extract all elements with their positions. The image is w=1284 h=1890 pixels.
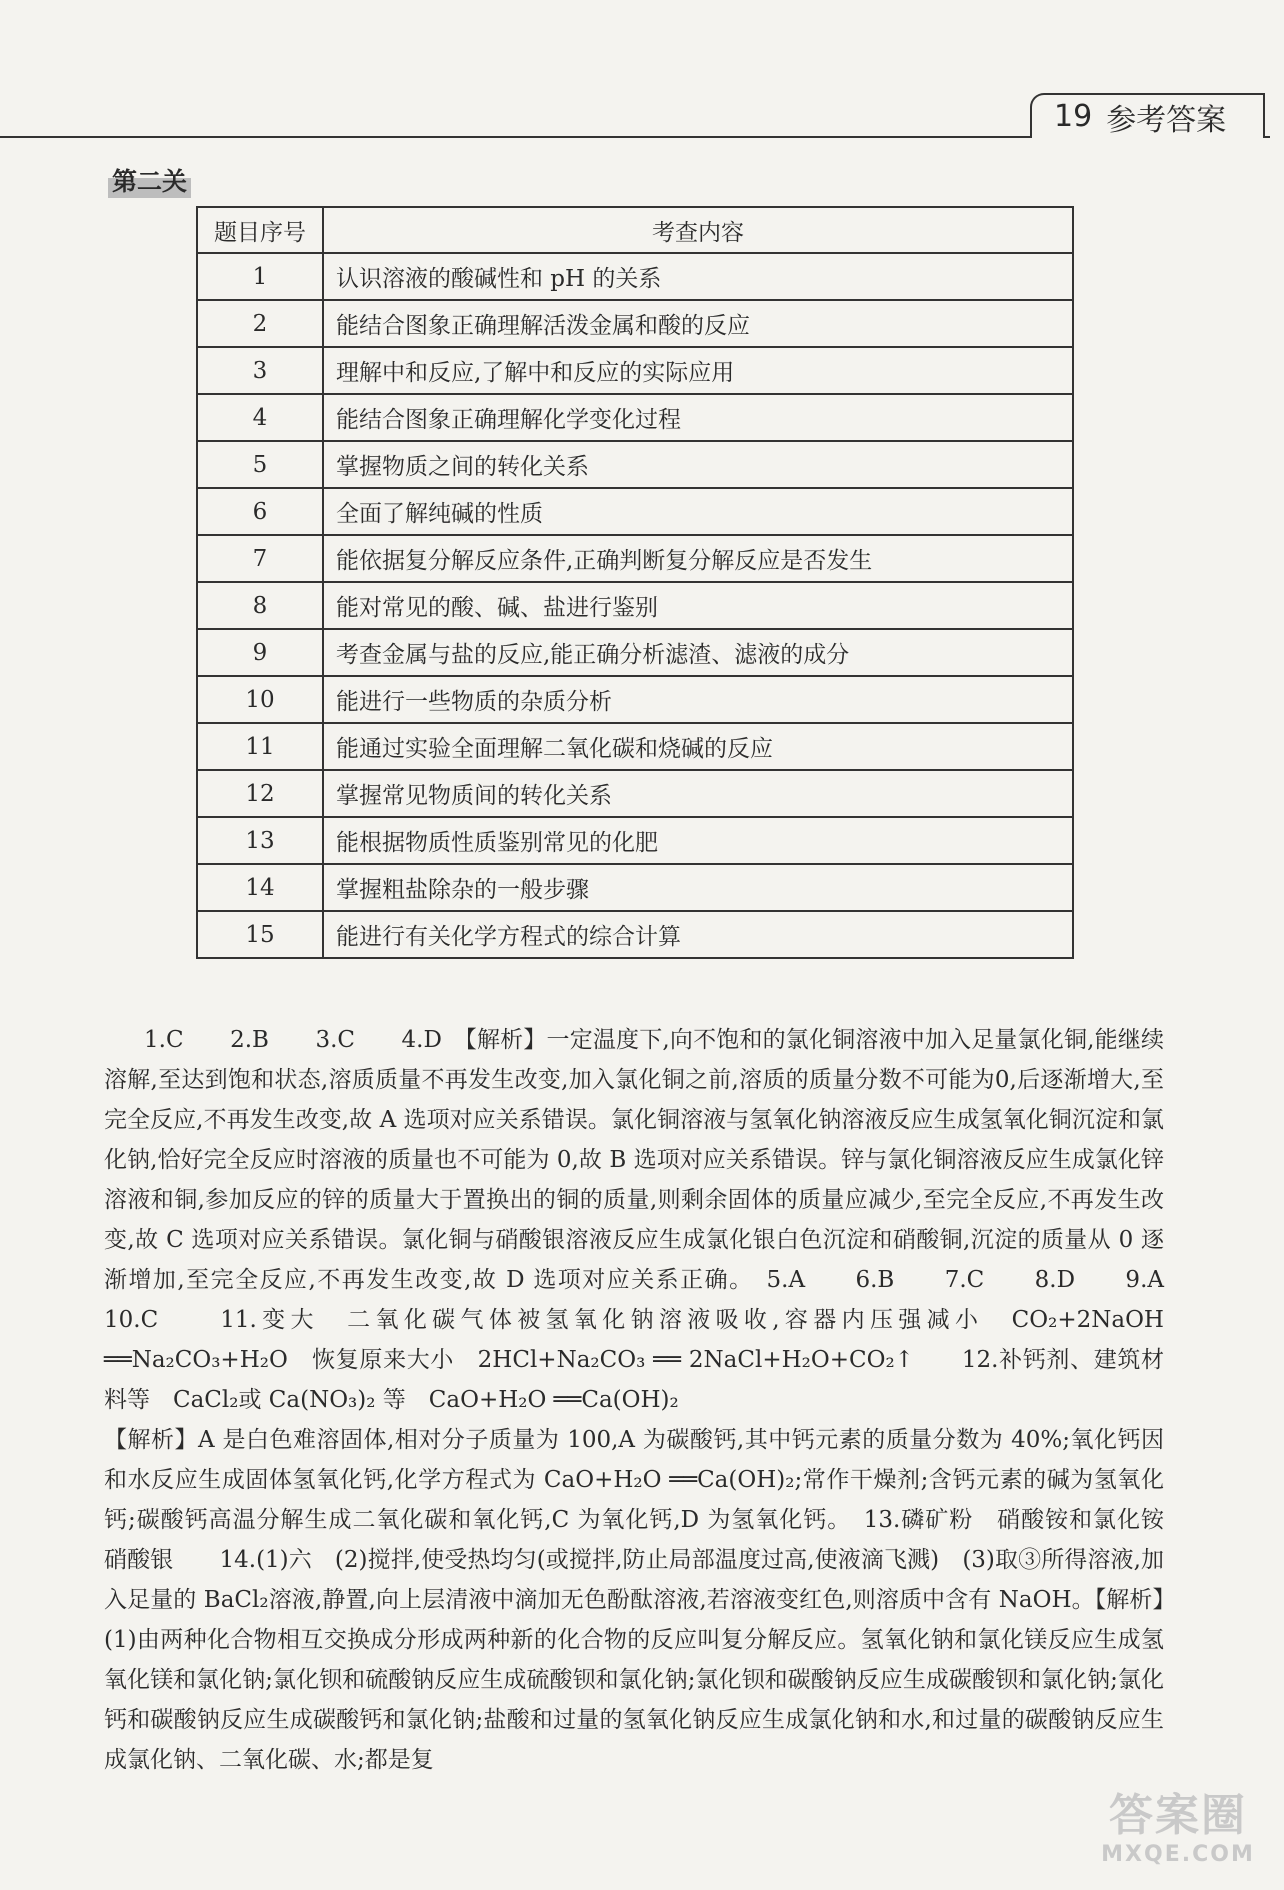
row-content: 能通过实验全面理解二氧化碳和烧碱的反应	[323, 723, 1073, 770]
row-number: 11	[197, 723, 323, 770]
table-row	[197, 441, 1073, 488]
row-content: 全面了解纯碱的性质	[323, 488, 1073, 535]
row-number: 1	[197, 253, 323, 300]
table-row	[197, 817, 1073, 864]
row-content: 认识溶液的酸碱性和 pH 的关系	[323, 253, 1073, 300]
answer-paragraph-1: 1.C 2.B 3.C 4.D 【解析】一定温度下,向不饱和的氯化铜溶液中加入足量氯化铜,能继续溶解,至达到饱和状态,溶质质量不再发生改变,加入氯化铜之前,溶质的质量分数不可能为0,后逐渐增大,至完全反应,不再发生改变,故 A 选项对应关系错误。氯化铜溶液与氢氧化钠溶液反应生成氢氧化铜沉淀和氯化钠,恰好完全反应时溶液的质量也不可能为 0,故 B 选项对应关系错误。锌与氯化铜溶液反应生成氯化锌溶液和铜,参加反应的锌的质量大于置换出的铜的质量,则剩余固体的质量应减少,至完全反应,不再发生改变,故 C 选项对应关系错误。氯化铜与硝酸银溶液反应生成氯化银白色沉淀和硝酸铜,沉淀的质量从 0 逐渐增加,至完全反应,不再发生改变,故 D 选项对应关系正确。 5.A 6.B 7.C 8.D 9.A 10.C 11.变大 二氧化碳气体被氢氧化钠溶液吸收,容器内压强减小 CO₂+2NaOH ══Na₂CO₃+H₂O 恢复原来大小 2HCl+Na₂CO₃ ══ 2NaCl+H₂O+CO₂↑ 12.补钙剂、建筑材料等 CaCl₂或 Ca(NO₃)₂ 等 CaO+H₂O ══Ca(OH)₂	[104, 1027, 1210, 1413]
row-number: 8	[197, 582, 323, 629]
row-content: 能进行有关化学方程式的综合计算	[323, 911, 1073, 958]
row-content: 能依据复分解反应条件,正确判断复分解反应是否发生	[323, 535, 1073, 582]
row-number: 12	[197, 770, 323, 817]
table-row	[197, 488, 1073, 535]
table-row	[197, 911, 1073, 958]
table-header-row	[197, 207, 1073, 253]
answer-paragraph-2: 【解析】A 是白色难溶固体,相对分子质量为 100,A 为碳酸钙,其中钙元素的质量分数为 40%;氧化钙因和水反应生成固体氢氧化钙,化学方程式为 CaO+H₂O ══Ca(OH)₂;常作干燥剂;含钙元素的碱为氢氧化钙;碳酸钙高温分解生成二氧化碳和氧化钙,C 为氧化钙,D 为氢氧化钙。 13.磷矿粉 硝酸铵和氯化铵 硝酸银 14.(1)六 (2)搅拌,使受热均匀(或搅拌,防止局部温度过高,使液滴飞溅) (3)取③所得溶液,加入足量的 BaCl₂溶液,静置,向上层清液中滴加无色酚酞溶液,若溶液变红色,则溶质中含有 NaOH。【解析】(1)由两种化合物相互交换成分形成两种新的化合物的反应叫复分解反应。氢氧化钠和氯化镁反应生成氢氧化镁和氯化钠;氯化钡和硫酸钠反应生成硫酸钡和氯化钠;氯化钡和碳酸钠反应生成碳酸钡和氯化钠;氯化钙和碳酸钠反应生成碳酸钙和氯化钠;盐酸和过量的氢氧化钠反应生成氯化钠和水,和过量的碳酸钠反应生成氯化钠、二氧化碳、水;都是复	[104, 1427, 1187, 1773]
row-content: 掌握物质之间的转化关系	[323, 441, 1073, 488]
table-row	[197, 394, 1073, 441]
row-content: 理解中和反应,了解中和反应的实际应用	[323, 347, 1073, 394]
watermark-text: 答案圈	[1109, 1790, 1247, 1841]
table-row	[197, 535, 1073, 582]
watermark-url: MXQE.COM	[1101, 1842, 1255, 1867]
row-number: 4	[197, 394, 323, 441]
row-content: 能对常见的酸、碱、盐进行鉴别	[323, 582, 1073, 629]
table-row	[197, 347, 1073, 394]
page-number: 19	[1054, 99, 1093, 134]
row-content: 掌握粗盐除杂的一般步骤	[323, 864, 1073, 911]
row-number: 9	[197, 629, 323, 676]
row-number: 5	[197, 441, 323, 488]
column-header-content: 考查内容	[323, 207, 1073, 253]
section-label: 第二关	[108, 162, 191, 198]
row-number: 3	[197, 347, 323, 394]
table-row	[197, 582, 1073, 629]
row-content: 能根据物质性质鉴别常见的化肥	[323, 817, 1073, 864]
row-content: 掌握常见物质间的转化关系	[323, 770, 1073, 817]
page-header	[1030, 93, 1265, 138]
row-number: 7	[197, 535, 323, 582]
row-number: 6	[197, 488, 323, 535]
row-number: 10	[197, 676, 323, 723]
table-row	[197, 300, 1073, 347]
table-row	[197, 253, 1073, 300]
row-content: 能结合图象正确理解活泼金属和酸的反应	[323, 300, 1073, 347]
content-table	[196, 206, 1074, 959]
answer-text	[104, 1020, 1210, 1780]
watermark-logo	[1088, 1790, 1268, 1885]
column-header-number: 题目序号	[197, 207, 323, 253]
table-row	[197, 770, 1073, 817]
table-body	[197, 253, 1073, 958]
table-row	[197, 629, 1073, 676]
row-number: 15	[197, 911, 323, 958]
row-content: 考查金属与盐的反应,能正确分析滤渣、滤液的成分	[323, 629, 1073, 676]
page-title: 参考答案	[1106, 102, 1227, 138]
row-content: 能进行一些物质的杂质分析	[323, 676, 1073, 723]
table-row	[197, 864, 1073, 911]
row-number: 2	[197, 300, 323, 347]
row-number: 14	[197, 864, 323, 911]
table-row	[197, 676, 1073, 723]
row-number: 13	[197, 817, 323, 864]
row-content: 能结合图象正确理解化学变化过程	[323, 394, 1073, 441]
table-row	[197, 723, 1073, 770]
